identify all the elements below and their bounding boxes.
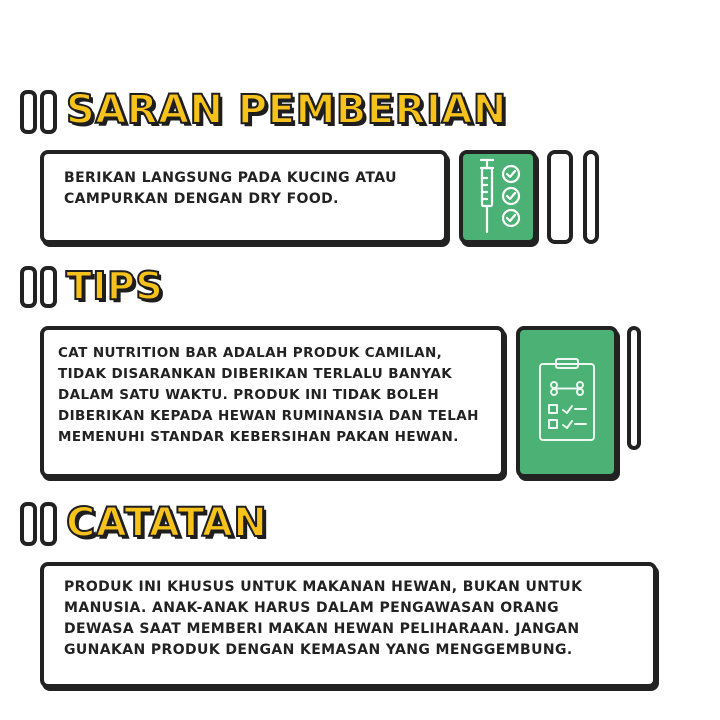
syringe-checklist-icon — [463, 154, 533, 240]
saran-side-bar-2 — [583, 150, 599, 244]
saran-heading: SARAN PEMBERIAN — [66, 87, 507, 133]
saran-decor-bar-2 — [40, 90, 57, 134]
tips-text: CAT NUTRITION BAR ADALAH PRODUK CAMILAN, TIDAK DISARANKAN DIBERIKAN TERLALU BANYAK DALAM SATU WAKTU. PRODUK INI TIDAK BOLEH DIBERIKAN KEPADA HEWAN RUMINANSIA DAN TELAH MEMENUHI STANDAR KEBERSIHAN PAKAN HEWAN. — [58, 345, 479, 445]
saran-decor-bar-1 — [20, 90, 37, 134]
saran-text-box — [40, 150, 448, 244]
saran-text: BERIKAN LANGSUNG PADA KUCING ATAU CAMPURKAN DENGAN DRY FOOD. — [64, 170, 397, 207]
catatan-heading: CATATAN — [66, 500, 268, 546]
catatan-decor-bar-2 — [40, 502, 57, 546]
syringe-checklist-icon-box — [459, 150, 537, 244]
tips-side-bar — [627, 326, 641, 450]
tips-decor-bar-2 — [40, 266, 57, 308]
tips-text-box — [40, 326, 505, 478]
catatan-text-box — [40, 562, 657, 688]
catatan-text: PRODUK INI KHUSUS UNTUK MAKANAN HEWAN, BUKAN UNTUK MANUSIA. ANAK-ANAK HARUS DALAM PENGAWASAN ORANG DEWASA SAAT MEMBERI MAKAN HEWAN PELIHARAAN. JANGAN GUNAKAN PRODUK DENGAN KEMASAN YANG MENGGEMBUNG. — [64, 579, 583, 658]
tips-decor-bar-1 — [20, 266, 37, 308]
saran-side-bar-1 — [547, 150, 573, 244]
tips-heading: TIPS — [66, 264, 164, 308]
clipboard-bone-icon-box — [516, 326, 618, 478]
clipboard-bone-icon — [520, 330, 614, 474]
catatan-decor-bar-1 — [20, 502, 37, 546]
